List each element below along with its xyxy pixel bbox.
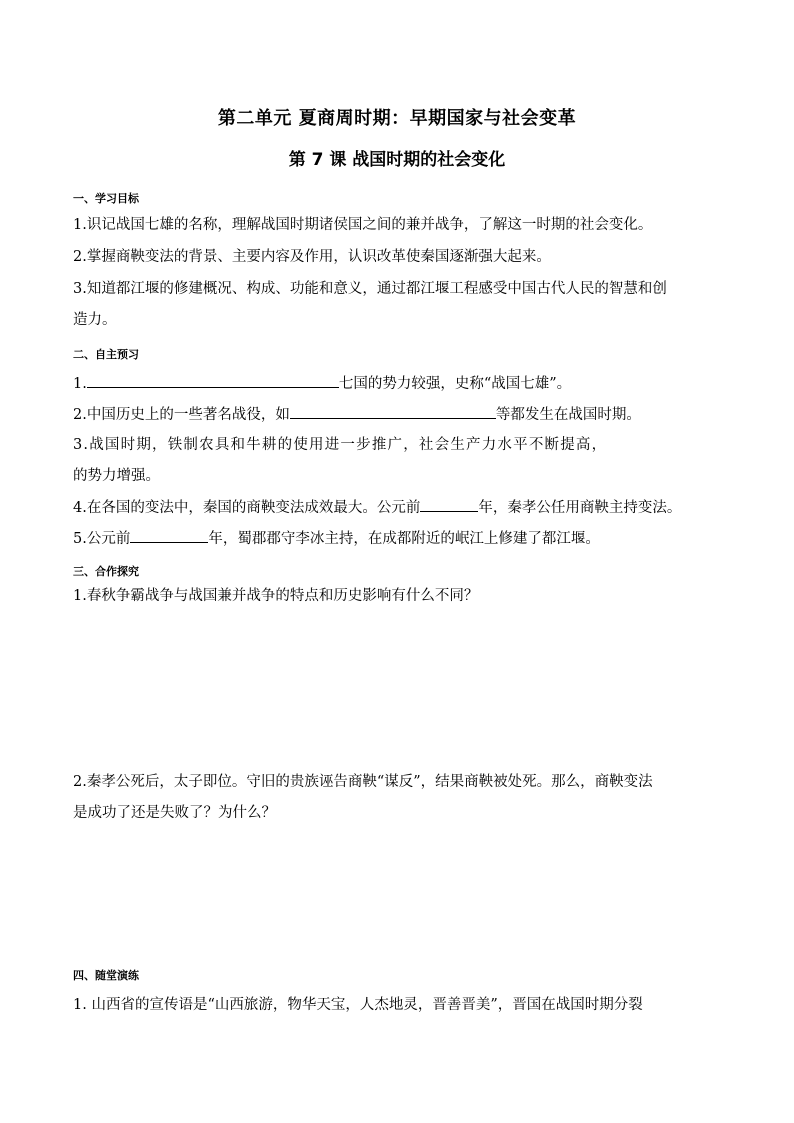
- section-heading-practice: 四、随堂演练: [73, 969, 139, 982]
- unit-title: 第二单元 夏商周时期：早期国家与社会变革: [217, 108, 577, 129]
- answer-blank[interactable]: [420, 497, 478, 512]
- preview-q4-suffix: 年，秦孝公任用商鞅主持变法。: [478, 500, 682, 516]
- explore-question-1: 1.春秋争霸战争与战国兼并战争的特点和历史影响有什么不同？: [73, 588, 479, 604]
- section-heading-goals: 一、学习目标: [73, 192, 139, 205]
- preview-q5-prefix: 5.公元前: [73, 531, 131, 547]
- preview-q4-prefix: 4.在各国的变法中，秦国的商鞅变法成效最大。公元前: [73, 500, 421, 516]
- answer-blank[interactable]: [290, 404, 496, 419]
- preview-q1-suffix: 七国的势力较强，史称“战国七雄”。: [338, 376, 572, 392]
- preview-q2-suffix: 等都发生在战国时期。: [495, 407, 641, 423]
- preview-question-3-line-2: 的势力增强。: [73, 468, 160, 484]
- explore-question-2-line-2: 是成功了还是失败了？为什么？: [73, 805, 276, 821]
- goal-item-3-line-2: 造力。: [73, 312, 117, 328]
- section-heading-explore: 三、合作探究: [73, 565, 139, 578]
- preview-q5-suffix: 年，蜀郡郡守李冰主持，在成都附近的岷江上修建了都江堰。: [208, 531, 600, 547]
- preview-q2-prefix: 2.中国历史上的一些著名战役，如: [73, 407, 290, 423]
- goal-item-3-line-1: 3.知道都江堰的修建概况、构成、功能和意义，通过都江堰工程感受中国古代人民的智慧和创: [73, 281, 667, 297]
- lesson-title: 第 7 课 战国时期的社会变化: [288, 150, 506, 170]
- answer-blank[interactable]: [130, 528, 208, 543]
- section-heading-preview: 二、自主预习: [73, 348, 139, 361]
- preview-question-3-line-1: 3.战国时期，铁制农具和牛耕的使用进一步推广，社会生产力水平不断提高，: [73, 437, 608, 453]
- preview-q1-prefix: 1.: [73, 376, 87, 392]
- goal-item-2: 2.掌握商鞅变法的背景、主要内容及作用，认识改革使秦国逐渐强大起来。: [73, 249, 551, 265]
- preview-question-4: [73, 497, 723, 518]
- goal-item-1: 1.识记战国七雄的名称，理解战国时期诸侯国之间的兼并战争，了解这一时期的社会变化。: [73, 217, 653, 233]
- answer-blank[interactable]: [87, 373, 339, 388]
- preview-question-2: [73, 404, 723, 425]
- explore-question-2-line-1: 2.秦孝公死后，太子即位。守旧的贵族诬告商鞅“谋反”，结果商鞅被处死。那么，商鞅变法: [73, 774, 653, 790]
- practice-question-1: 1. 山西省的宣传语是“山西旅游，物华天宝，人杰地灵，晋善晋美”，晋国在战国时期分裂: [73, 997, 643, 1013]
- preview-question-5: [73, 528, 723, 549]
- preview-question-1: [73, 373, 723, 394]
